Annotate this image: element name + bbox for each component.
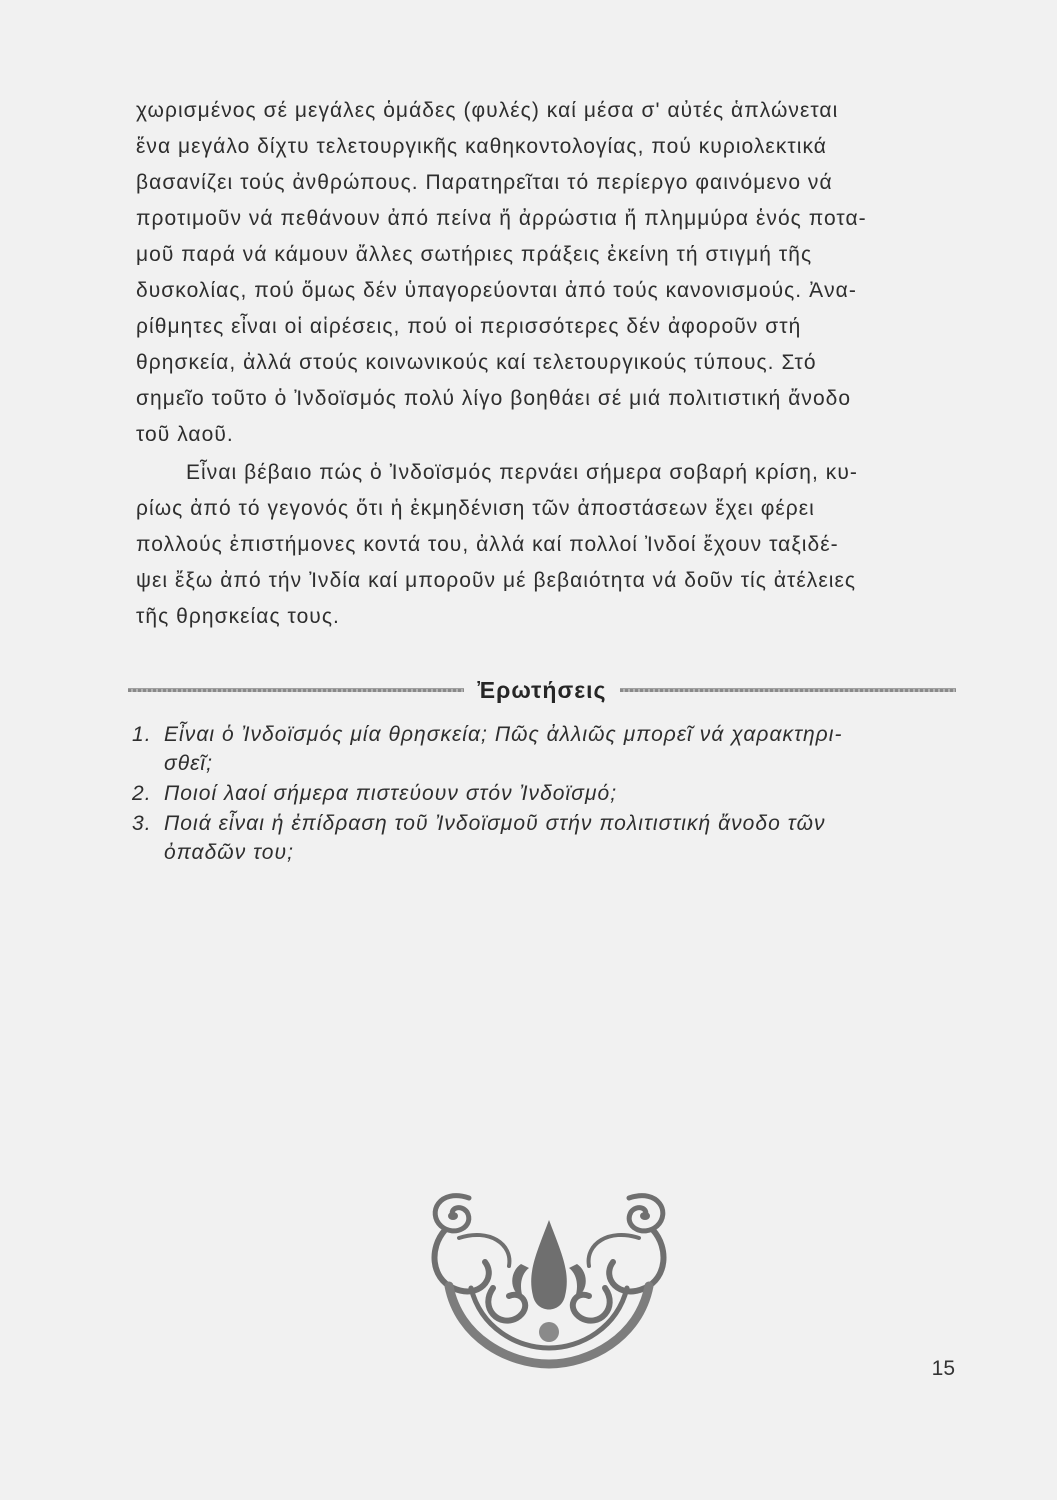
decorative-ornament-icon — [409, 1168, 689, 1378]
question-item — [132, 779, 956, 808]
text-line: ἕνα μεγάλο δίχτυ τελετουργικῆς καθηκοντολογίας, πού κυριολεκτικά — [136, 135, 827, 158]
page-number: 15 — [931, 1357, 955, 1380]
text-line: Εἶναι βέβαιο πώς ὁ Ἰνδοϊσμός περνάει σήμερα σοβαρή κρίση, κυ- — [186, 461, 858, 484]
question-text — [164, 779, 617, 808]
question-text — [164, 720, 843, 778]
text-line: δυσκολίας, πού ὅμως δέν ὑπαγορεύονται ἀπό τούς κανονισμούς. Ἀνα- — [136, 279, 857, 302]
heading-rule-right — [620, 688, 956, 692]
question-number: 2. — [132, 782, 152, 805]
question-item — [132, 809, 956, 867]
body-text — [136, 93, 956, 635]
paragraph-2 — [136, 455, 956, 635]
text-line: βασανίζει τούς ἀνθρώπους. Παρατηρεῖται τό περίεργο φαινόμενο νά — [136, 171, 833, 194]
question-line: ὀπαδῶν του; — [164, 841, 294, 864]
question-line: Εἶναι ὁ Ἰνδοϊσμός μία θρησκεία; Πῶς ἀλλιῶς μπορεῖ νά χαρακτηρι- — [164, 723, 843, 746]
paragraph-1 — [136, 93, 956, 453]
text-line: θρησκεία, ἀλλά στούς κοινωνικούς καί τελετουργικούς τύπους. Στό — [136, 351, 817, 374]
question-line: Ποιά εἶναι ἡ ἐπίδραση τοῦ Ἰνδοϊσμοῦ στήν πολιτιστική ἄνοδο τῶν — [164, 812, 826, 835]
question-item — [132, 720, 956, 778]
text-line: σημεῖο τοῦτο ὁ Ἰνδοϊσμός πολύ λίγο βοηθάει σέ μιά πολιτιστική ἄνοδο — [136, 387, 852, 410]
question-line: σθεῖ; — [164, 752, 214, 775]
text-line: τοῦ λαοῦ. — [136, 423, 234, 446]
text-line: πολλούς ἐπιστήμονες κοντά του, ἀλλά καί πολλοί Ἰνδοί ἔχουν ταξιδέ- — [136, 533, 839, 556]
questions-heading — [128, 672, 956, 708]
heading-rule-left — [128, 688, 464, 692]
text-line: τῆς θρησκείας τους. — [136, 605, 340, 628]
questions-list — [132, 720, 956, 868]
text-line: μοῦ παρά νά κάμουν ἄλλες σωτήριες πράξεις ἐκείνη τή στιγμή τῆς — [136, 243, 813, 266]
question-line: Ποιοί λαοί σήμερα πιστεύουν στόν Ἰνδοϊσμό; — [164, 782, 618, 805]
text-line: ψει ἔξω ἀπό τήν Ἰνδία καί μποροῦν μέ βεβαιότητα νά δοῦν τίς ἀτέλειες — [136, 569, 857, 592]
section-title: Ἐρωτήσεις — [477, 676, 607, 703]
text-line: προτιμοῦν νά πεθάνουν ἀπό πείνα ἤ ἀρρώστια ἤ πλημμύρα ἑνός ποτα- — [136, 207, 867, 230]
text-line: χωρισμένος σέ μεγάλες ὁμάδες (φυλές) καί μέσα σ' αὐτές ἁπλώνεται — [136, 99, 839, 122]
question-text — [164, 809, 826, 867]
text-line: ρίως ἀπό τό γεγονός ὅτι ἡ ἐκμηδένιση τῶν ἀποστάσεων ἔχει φέρει — [136, 497, 815, 520]
question-number: 3. — [132, 812, 152, 835]
question-number: 1. — [132, 723, 152, 746]
text-line: ρίθμητες εἶναι οἱ αἱρέσεις, πού οἱ περισσότερες δέν ἀφοροῦν στή — [136, 315, 802, 338]
